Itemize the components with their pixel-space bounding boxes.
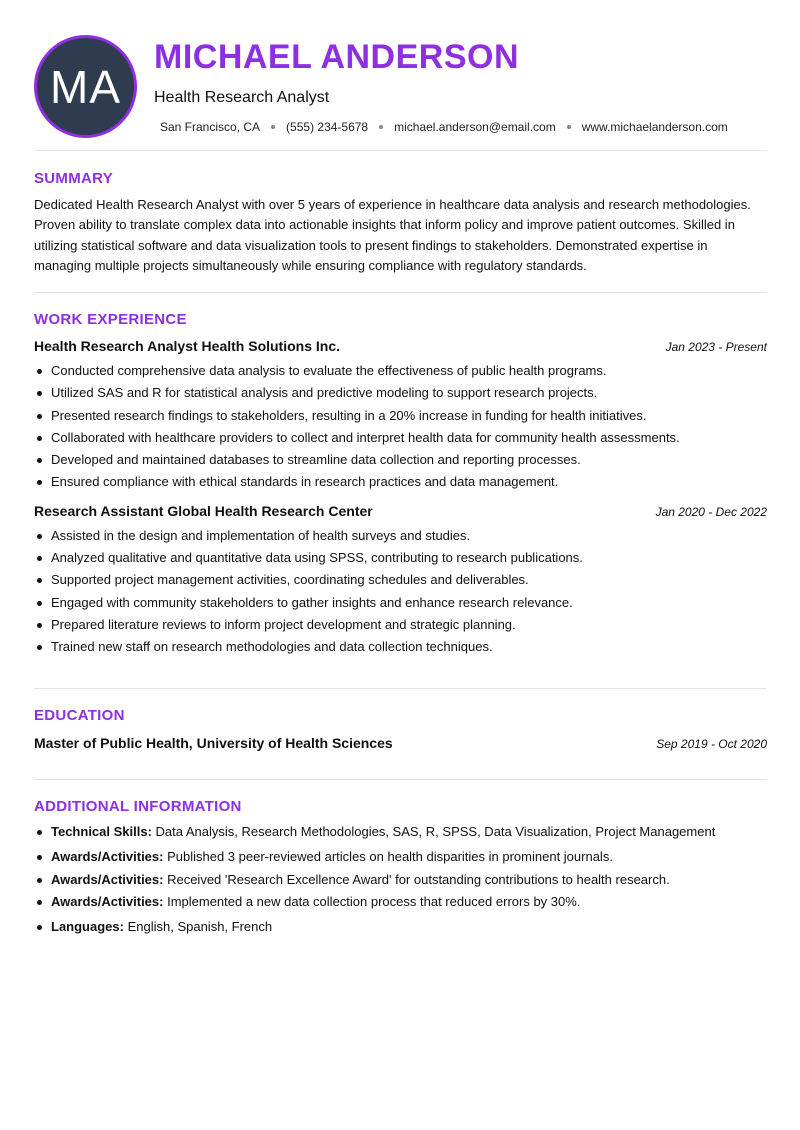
list-item: [34, 916, 767, 938]
candidate-name: MICHAEL ANDERSON: [154, 38, 520, 76]
candidate-role: Health Research Analyst: [154, 89, 330, 106]
section-title-education: EDUCATION: [34, 707, 125, 724]
section-title-experience: WORK EXPERIENCE: [34, 311, 187, 328]
list-item: Prepared literature reviews to inform project development and strategic planning.: [34, 614, 767, 636]
job-bullets: [34, 525, 767, 659]
additional-section: [34, 780, 767, 938]
avatar-initials: MA: [50, 60, 121, 113]
item-text: Implemented a new data collection process that reduced errors by 30%.: [163, 893, 581, 909]
list-item: Ensured compliance with ethical standards in research practices and data management.: [34, 471, 767, 493]
avatar: [34, 35, 137, 138]
item-label: Awards/Activities:: [51, 871, 164, 887]
list-item: Conducted comprehensive data analysis to evaluate the effectiveness of public health programs.: [34, 360, 767, 382]
job-entry: [34, 503, 767, 659]
list-item: Engaged with community stakeholders to gather insights and enhance research relevance.: [34, 592, 767, 614]
contact-email[interactable]: michael.anderson@email.com: [394, 120, 556, 134]
list-item: [34, 846, 767, 868]
degree: Master of Public Health, University of Health Sciences: [34, 735, 393, 751]
item-text: Data Analysis, Research Methodologies, SAS, R, SPSS, Data Visualization, Project Management: [151, 824, 716, 839]
contact-website[interactable]: www.michaelanderson.com: [581, 120, 728, 134]
list-item: [34, 891, 767, 913]
contact-location: San Francisco, CA: [160, 120, 261, 134]
job-entry: [34, 338, 767, 494]
list-item: [34, 821, 767, 843]
list-item: Analyzed qualitative and quantitative data using SPSS, contributing to research publications.: [34, 547, 767, 569]
list-item: Supported project management activities, coordinating schedules and deliverables.: [34, 569, 767, 591]
list-item: Assisted in the design and implementation of health surveys and studies.: [34, 525, 767, 547]
job-date: Jan 2023 - Present: [665, 340, 767, 354]
item-label: Awards/Activities:: [51, 849, 164, 865]
summary-text: Dedicated Health Research Analyst with over 5 years of experience in healthcare data analysis and research methodologies. Proven ability to translate complex data into actionable insights that inform policy and improve patient outcomes. Skilled in utilizing statistical software and data visualization tools to present findings to stakeholders. Demonstrated expertise in managing multiple projects simultaneously while ensuring compliance with regulatory standards.: [34, 197, 751, 273]
additional-list: [34, 821, 767, 938]
experience-section: [34, 293, 767, 688]
item-label: Awards/Activities:: [51, 893, 164, 909]
list-item: [34, 869, 767, 891]
job-bullets: [34, 360, 767, 494]
contact-phone: (555) 234-5678: [286, 120, 369, 134]
resume-page: [34, 0, 767, 938]
separator-dot-icon: [271, 125, 275, 129]
job-date: Jan 2020 - Dec 2022: [655, 504, 767, 519]
contact-line: [160, 120, 728, 134]
job-title: Health Research Analyst Health Solutions Inc.: [34, 338, 341, 354]
list-item: Presented research findings to stakeholders, resulting in a 20% increase in funding for health initiatives.: [34, 405, 767, 427]
separator-dot-icon: [379, 125, 383, 129]
section-title-additional: ADDITIONAL INFORMATION: [34, 798, 242, 815]
item-text: English, Spanish, French: [123, 919, 273, 935]
item-text: Published 3 peer-reviewed articles on health disparities in prominent journals.: [163, 849, 613, 865]
item-label: Languages:: [51, 919, 124, 935]
list-item: Utilized SAS and R for statistical analysis and predictive modeling to support research projects.: [34, 382, 767, 404]
job-title: Research Assistant Global Health Research Center: [34, 502, 373, 519]
item-text: Received 'Research Excellence Award' for outstanding contributions to health research.: [163, 871, 670, 887]
list-item: Trained new staff on research methodologies and data collection techniques.: [34, 636, 767, 658]
list-item: Developed and maintained databases to streamline data collection and reporting processes.: [34, 449, 767, 471]
item-label: Technical Skills:: [51, 824, 152, 839]
separator-dot-icon: [567, 125, 571, 129]
summary-section: [34, 151, 767, 292]
section-title-summary: SUMMARY: [34, 170, 114, 187]
education-section: [34, 689, 767, 779]
list-item: Collaborated with healthcare providers to collect and interpret health data for community health assessments.: [34, 427, 767, 449]
education-date: Sep 2019 - Oct 2020: [656, 737, 767, 751]
resume-header: [34, 0, 767, 150]
